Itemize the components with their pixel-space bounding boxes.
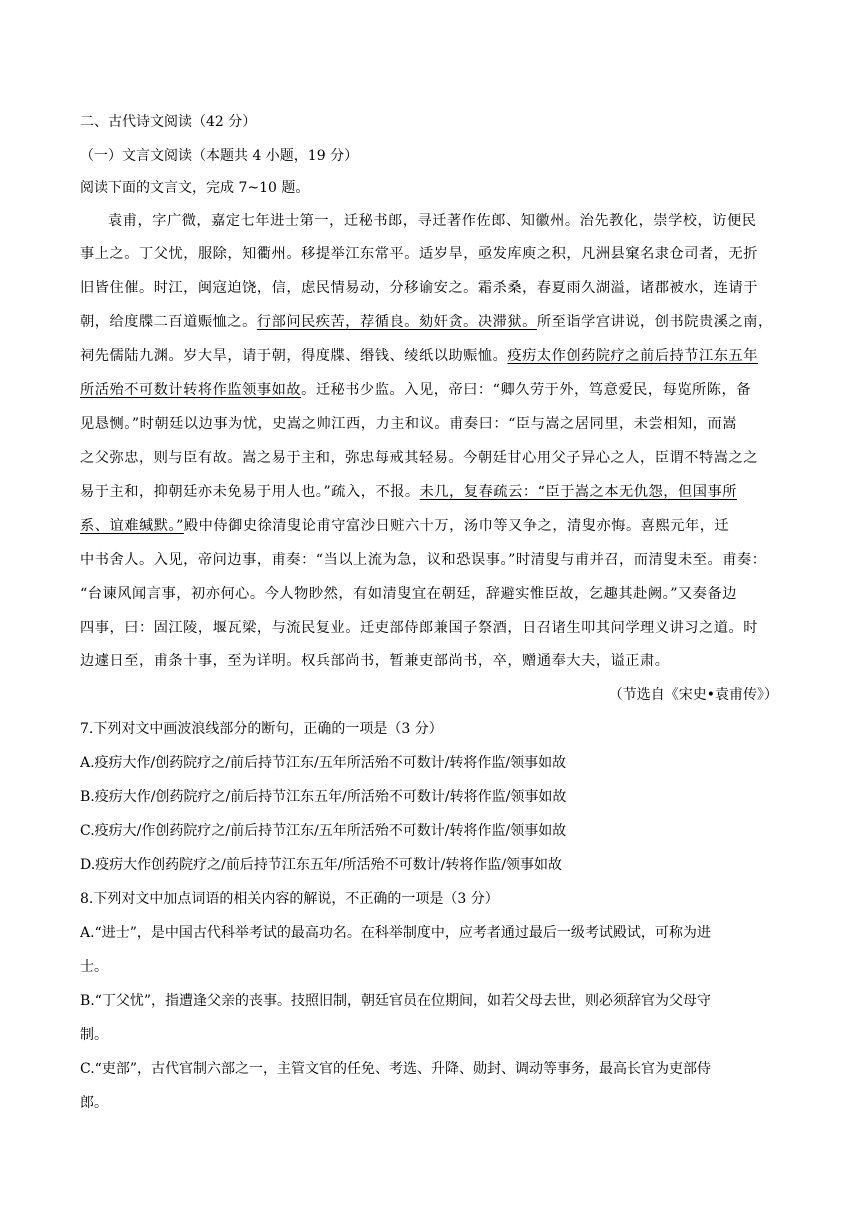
emphasis-dot: 丁 bbox=[138, 246, 154, 262]
question-8-stem: 8.下列对文中加点词语的相关内容的解说，不正确的一项是（3 分） bbox=[80, 891, 499, 907]
question-7-stem: 7.下列对文中画波浪线部分的断句，正确的一项是（3 分） bbox=[80, 721, 443, 737]
instruction: 阅读下面的文言文，完成 7~10 题。 bbox=[80, 180, 310, 196]
passage-line-11: 中书舍人。入见，帝问边事，甫奏：“当以上流为急，议和恐误事。”时清叟与甫并召，而清叟未至。甫奏： bbox=[80, 552, 767, 568]
question-7-option-c: C.疫疠大/作创药院疗之/前后持节江东/五年所活殆不可数计/转将作监/领事如故 bbox=[80, 823, 567, 839]
wavy-underlined-text: 疫疠太作创药院疗之前后持节江东五年 bbox=[507, 348, 758, 364]
underlined-text: 未几，复春疏云：“臣于嵩之本无仇怨，但国事所 bbox=[419, 484, 737, 500]
question-8-option-b-line-2: 制。 bbox=[80, 1027, 108, 1043]
question-7-option-d: D.疫疠大作创药院疗之/前后持节江东五年/所活殆不可数计/转将作监/领事如故 bbox=[80, 857, 563, 873]
passage-line-3: 旧皆住催。时江，闽寇迫饶，信，虑民情易动，分移谕安之。霜杀桑，春夏雨久湖溢，诸郡被水，连请于 bbox=[80, 280, 758, 296]
passage-line-14: 边遽日至，甫条十事，至为详明。权兵部尚书，暂兼吏部尚书，卒，赠通奉大夫，谥正肃。 bbox=[80, 653, 670, 669]
question-8-option-c-line-2: 郎。 bbox=[80, 1095, 108, 1111]
emphasis-dot: 忧 bbox=[168, 246, 184, 262]
passage-line-5: 祠先儒陆九渊。岁大旱，请于朝，得度牒、缗钱、绫纸以助赈恤。疫疠太作创药院疗之前后持节江东五年 bbox=[80, 348, 758, 364]
emphasis-dot: 吏 bbox=[374, 620, 390, 636]
subsection-title: （一）文言文阅读（本题共 4 小题，19 分） bbox=[80, 148, 359, 164]
emphasis-dot: 父 bbox=[153, 246, 169, 262]
passage-line-2: 事上之。丁父忧，服除，知衢州。移提举江东常平。适岁旱，亟发库庾之积，凡洲县窠名隶仓司者，无折 bbox=[80, 246, 758, 262]
question-8-option-b-line-1: B.“丁父忧”，指遭逢父亲的丧事。技照旧制，朝廷官员在位期间，如若父母去世，则必须辞官为父母守 bbox=[80, 993, 712, 1009]
question-7-option-b: B.疫疠大作/创药院疗之/前后持节江东五年/所活殆不可数计/转将作监/领事如故 bbox=[80, 789, 567, 805]
section-title: 二、古代诗文阅读（42 分） bbox=[80, 114, 257, 130]
passage-line-8: 之父弥忠，则与臣有故。嵩之易于主和，弥忠每戒其轻易。今朝廷甘心用父子异心之人，臣谓不特嵩之之 bbox=[80, 450, 758, 466]
question-8-option-c-line-1: C.“吏部”，古代官制六部之一，主管文官的任免、考选、升降、勋封、调动等事务，最高长官为吏部侍 bbox=[80, 1061, 711, 1077]
passage-line-7: 见恳恻。”时朝廷以边事为忧，史嵩之帅江西，力主和议。甫奏曰：“臣与嵩之居同里，未尝相知，而嵩 bbox=[80, 416, 737, 432]
passage-line-9: 易于主和，抑朝廷亦未免易于用人也。”疏入，不报。未几，复春疏云：“臣于嵩之本无仇怨，但国事所 bbox=[80, 484, 737, 500]
wavy-underlined-text: 所活殆不可数计转将作监领事如故 bbox=[80, 382, 302, 398]
passage-source: （节选自《宋史•袁甫传》） bbox=[608, 687, 778, 703]
underlined-text: 系、谊难缄默。” bbox=[80, 518, 184, 534]
emphasis-dot: 进 bbox=[270, 213, 285, 229]
passage-line-12: “台谏风闻言事，初亦何心。今人物眇然，有如清叟宜在朝廷，辞避实惟臣故，乞趣其赴阙。”又奏备边 bbox=[80, 586, 737, 602]
question-8-option-a-line-1: A.“进士”，是中国古代科举考试的最高功名。在科举制度中，应考者通过最后一级考试殿试，可称为进 bbox=[80, 925, 711, 941]
question-7-option-a: A.疫疠大作/创药院疗之/前后持节江东/五年所活殆不可数计/转将作监/领事如故 bbox=[80, 755, 567, 771]
emphasis-dot: 卒 bbox=[492, 653, 508, 669]
underlined-text: 行部问民疾苦，荐循良。劾奸贪。决滞狱。 bbox=[256, 314, 537, 330]
passage-line-4: 朝，给度牒二百道赈恤之。行部问民疾苦，荐循良。劾奸贪。决滞狱。所至诣学宫讲说，创书院贵溪之南， bbox=[80, 314, 773, 330]
question-8-option-a-line-2: 士。 bbox=[80, 959, 108, 975]
passage-line-1: 袁甫，字广微，嘉定七年进士第一，迁秘书郎，寻迁著作佐郎、知徽州。治先教化，崇学校，访便民 bbox=[108, 213, 757, 229]
emphasis-dot: 士 bbox=[284, 213, 300, 229]
passage-line-6: 所活殆不可数计转将作监领事如故。迁秘书少监。入见，帝曰：“卿久劳于外，笃意爱民，每览所陈，备 bbox=[80, 382, 752, 398]
passage-line-13: 四事，曰：固江陵，堰瓦梁，与流民复业。迁吏部侍郎兼国子祭酒，日召诸生叩其问学理义讲习之道。时 bbox=[80, 620, 758, 636]
passage-line-10: 系、谊难缄默。”殿中侍御史徐清叟论甫守富沙日赃六十万，汤巾等又争之，清叟亦悔。喜熙元年，迁 bbox=[80, 518, 730, 534]
